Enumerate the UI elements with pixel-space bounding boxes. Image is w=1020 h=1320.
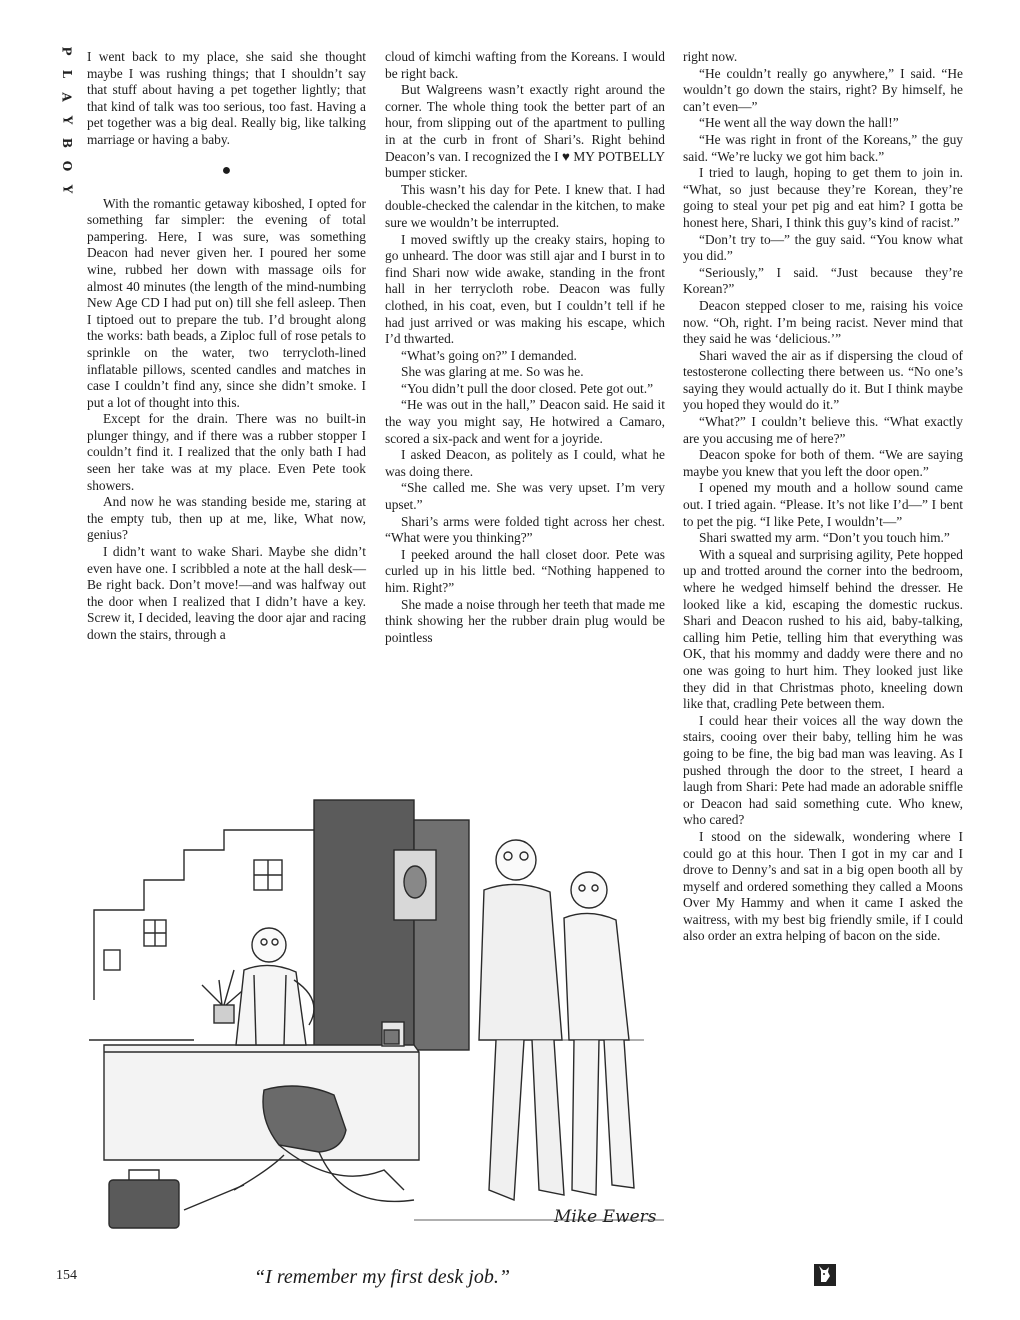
- story-paragraph: I moved swiftly up the creaky stairs, hoping to go unheard. The door was still ajar and I burst in to find Shari now wide awake, standing in the front hall in her terrycloth robe. Deacon was fully clothed, in his coat, even, but I couldn’t tell if he had just arrived or was making his escape, which I’d thwarted.: [385, 231, 665, 347]
- story-paragraph: She made a noise through her teeth that made me think showing her the rubber drain plug would be pointless: [385, 596, 665, 645]
- story-paragraph: With a squeal and surprising agility, Pete hopped up and trotted around the corner into the bedroom, where he wedged himself behind the dresser. He looked like a kid, escaping the domestic ruckus. Shari and Deacon rushed to his aid, baby-talking, calling him Petie, telling him that everything was OK, that his mommy and daddy were there and no one was going to hurt him. They looked just like they did in that Christmas photo, kneeling down like that, cradling Pete between them.: [683, 546, 963, 712]
- story-paragraph: I didn’t want to wake Shari. Maybe she didn’t even have one. I scribbled a note at the hall desk—Be right back. Don’t move!—and was halfway out the door when I realized that I didn’t have a key. Screw it, I decided, leaving the door ajar and racing down the stairs, through a: [87, 544, 366, 642]
- cartoon-illustration: [84, 790, 664, 1260]
- story-paragraph: “He couldn’t really go anywhere,” I said. “He wouldn’t go down the stairs, right? By himself, he can’t even—”: [683, 65, 963, 114]
- story-paragraph: I asked Deacon, as politely as I could, what he was doing there.: [385, 447, 665, 479]
- cartoonist-signature: Mike Ewers: [554, 1207, 657, 1227]
- story-paragraph: I tried to laugh, hoping to get them to join in. “What, so just because they’re Korean, they’re going to steal your pet pig and eat him? I gotta be honest here, Shari, I think this guy’s kind of racist.”: [683, 165, 963, 230]
- story-paragraph: Except for the drain. There was no built-in plunger thingy, and if there was a rubber stopper I couldn’t find it. I realized that the only bath I had seen her take was at my place. Even Pete took showers.: [87, 411, 366, 493]
- standing-man-head: [571, 872, 607, 908]
- story-paragraph: Deacon stepped closer to me, raising his voice now. “Oh, right. I’m being racist. Never mind that they said he was ‘delicious.’”: [683, 297, 963, 347]
- story-paragraph: Shari’s arms were folded tight across her chest. “What were you thinking?”: [385, 513, 665, 546]
- story-paragraph: With the romantic getaway kiboshed, I opted for something far simpler: the evening of total pampering. Here, I was sure, was something Deacon had never given her. I poured her some wine, rubbed her down with massage oils for almost 40 minutes (the length of the mind-numbing New Age CD I had put on) till she fell asleep. Then I tiptoed out to prepare the tub. I’d brought along the works: bath beads, a Ziploc full of rose petals to sprinkle on the water, two terrycloth-lined inflatable pillows, scented candles and matches in case I couldn’t find any, since she didn’t smoke. I put a lot of thought into this.: [87, 195, 366, 410]
- story-paragraph: “She called me. She was very upset. I’m very upset.”: [385, 480, 665, 513]
- rabbit-head-end-mark-icon: [814, 1264, 836, 1286]
- story-paragraph: right now.: [683, 49, 738, 64]
- running-head-letter: L: [60, 69, 74, 79]
- office-desk: [104, 1045, 419, 1160]
- seated-man-body: [236, 965, 306, 1045]
- story-paragraph: She was glaring at me. So was he.: [401, 364, 584, 380]
- text-column-3: [683, 49, 963, 945]
- text-column-2: [385, 49, 665, 646]
- story-paragraph: I peeked around the hall closet door. Pete was curled up in his little bed. “Nothing happened to him. Right?”: [385, 546, 665, 595]
- story-paragraph: “What’s going on?” I demanded.: [401, 347, 577, 363]
- story-paragraph: cloud of kimchi wafting from the Koreans. I would be right back.: [385, 49, 665, 81]
- briefcase: [109, 1180, 179, 1228]
- story-paragraph: I could hear their voices all the way down the stairs, cooing over their baby, telling him he was going to be fine, the big bad man was leaving. As I pushed through the door to the street, I heard a laugh from Shari: Pete had made an adorable sniffle or Deacon had said something cute. Who knew, who cared?: [683, 712, 963, 828]
- story-paragraph: I opened my mouth and a hollow sound came out. I tried again. “Please. It’s not like I’d—” I bent to pet the pig. “I like Pete, I wouldn’t—”: [683, 480, 963, 529]
- page-number: 154: [56, 1268, 77, 1283]
- story-paragraph: “He was out in the hall,” Deacon said. He said it the way you might say, He hotwired a Camaro, scored a six-pack and went for a joyride.: [385, 397, 665, 446]
- story-paragraph: “He went all the way down the hall!”: [699, 115, 899, 131]
- standing-man-body: [564, 913, 629, 1040]
- cartoon-caption: “I remember my first desk job.”: [254, 1266, 510, 1288]
- standing-man-head: [496, 840, 536, 880]
- section-break-bullet: ●: [221, 161, 232, 179]
- story-paragraph: And now he was standing beside me, staring at the empty tub, then up at me, like, What now, genius?: [87, 494, 366, 543]
- text-column-1: [87, 49, 366, 644]
- story-paragraph: I went back to my place, she said she thought maybe I was rushing things; that I shouldn’t say that stuff about having a pet together lightly; that that kind of talk was too serious, too fast. Having a pet together was a big deal. Really big, like talking marriage or having a baby.: [87, 49, 366, 147]
- standing-man-body: [479, 884, 562, 1040]
- story-paragraph: “Don’t try to—” the guy said. “You know what you did.”: [683, 231, 963, 264]
- wall-panel: [314, 800, 414, 1050]
- story-paragraph: Deacon spoke for both of them. “We are saying maybe you knew that you left the door open.”: [683, 447, 963, 479]
- story-paragraph: Shari waved the air as if dispersing the cloud of testosterone collecting there between us. “No one’s saying they would actually do it. But I think maybe you hoped they would do it.”: [683, 347, 963, 413]
- story-paragraph: Shari swatted my arm. “Don’t you touch him.”: [699, 530, 950, 546]
- running-head-letter: A: [60, 92, 74, 102]
- running-head-letter: P: [60, 46, 74, 56]
- running-head: [56, 44, 78, 196]
- story-paragraph: “Seriously,” I said. “Just because they’re Korean?”: [683, 264, 963, 297]
- running-head-letter: Y: [59, 115, 74, 125]
- story-paragraph: “You didn’t pull the door closed. Pete got out.”: [401, 380, 654, 396]
- running-head-letter: Y: [59, 184, 74, 194]
- running-head-letter: B: [60, 137, 74, 149]
- running-head-letter: O: [59, 160, 74, 172]
- story-paragraph: This wasn’t his day for Pete. I knew that. I had double-checked the calendar in the kitchen, to make sure we wouldn’t be interrupted.: [385, 181, 665, 230]
- story-paragraph: But Walgreens wasn’t exactly right around the corner. The whole thing took the better part of an hour, from slipping out of the apartment to pulling in at the curb in front of Shari’s. Right behind Deacon’s van. I recognized the I ♥ MY POTBELLY bumper sticker.: [385, 82, 665, 181]
- story-paragraph: I stood on the sidewalk, wondering where I could go at this hour. Then I got in my car and I drove to Denny’s and sat in a big open booth all by myself and ordered something they called a Moons Over My Hammy and when it came I asked the waitress, with my best big friendly smile, if I could also order an extra helping of bacon on the side.: [683, 828, 963, 944]
- seated-man-head: [252, 928, 286, 962]
- story-paragraph: “He was right in front of the Koreans,” the guy said. “We’re lucky we got him back.”: [683, 131, 963, 164]
- story-paragraph: “What?” I couldn’t believe this. “What exactly are you accusing me of here?”: [683, 414, 963, 446]
- office-window: [104, 950, 120, 970]
